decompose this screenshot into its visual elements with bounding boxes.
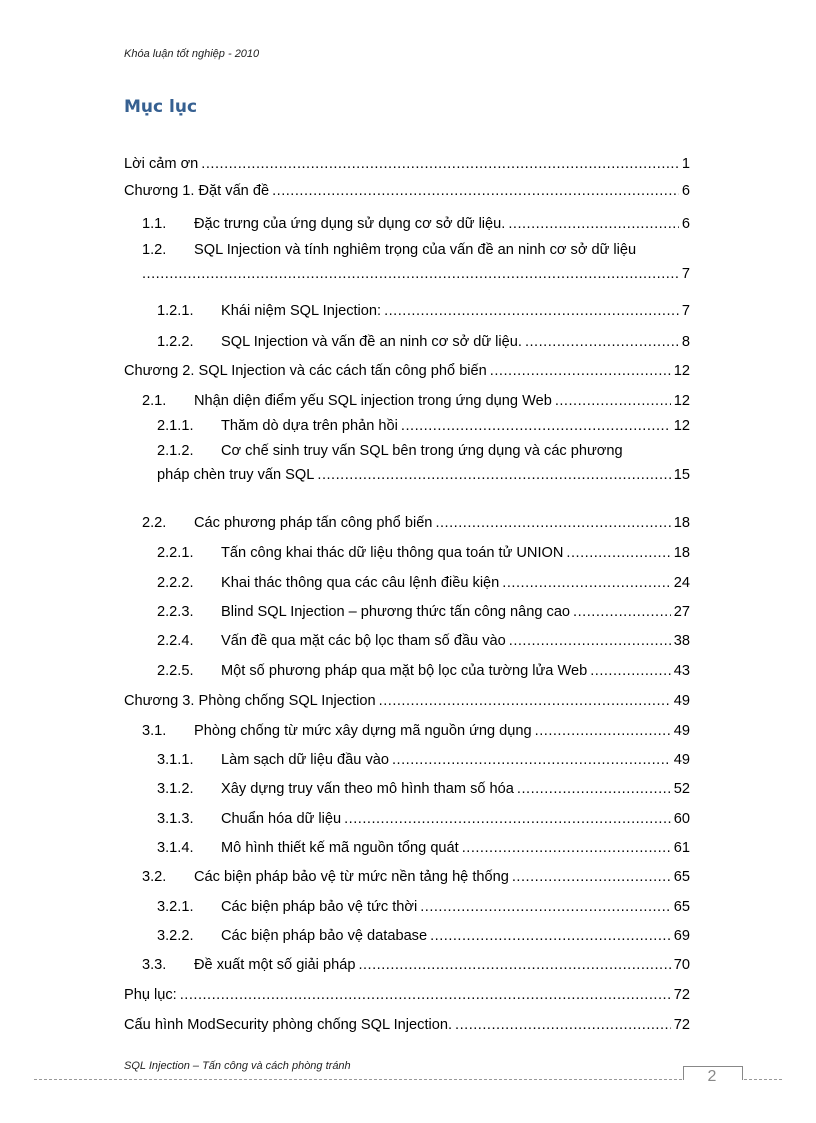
toc-entry-title: Một số phương pháp qua mặt bộ lọc của tường lửa Web xyxy=(221,663,588,679)
toc-entry[interactable] xyxy=(124,242,690,283)
toc-entry[interactable] xyxy=(124,575,690,592)
toc-entry-number: 3.1.4. xyxy=(157,840,194,856)
toc-leader-dots xyxy=(201,156,679,173)
toc-leader-dots xyxy=(401,418,671,435)
toc-entry-title: Các biện pháp bảo vệ từ mức nền tảng hệ thống xyxy=(194,869,509,885)
toc-entry-number: 2.1.2. xyxy=(157,443,194,459)
toc-leader-dots xyxy=(430,928,671,945)
toc-entry-page: 65 xyxy=(673,899,690,915)
toc-entry-page: 69 xyxy=(673,928,690,944)
toc-entry-title: Chuẩn hóa dữ liệu xyxy=(221,811,342,827)
toc-leader-dots xyxy=(573,604,671,621)
toc-entry-title: Tấn công khai thác dữ liệu thông qua toán tử UNION xyxy=(221,545,564,561)
toc-leader-dots xyxy=(509,633,671,650)
toc-entry-page: 12 xyxy=(673,393,690,409)
toc-leader-dots xyxy=(512,869,671,886)
toc-entry[interactable] xyxy=(124,752,690,769)
toc-entry[interactable] xyxy=(124,418,690,435)
toc-entry-title: SQL Injection và vấn đề an ninh cơ sở dữ liệu. xyxy=(221,334,522,350)
toc-entry-title: Chương 2. SQL Injection và các cách tấn công phổ biến xyxy=(124,363,487,379)
toc-entry-number: 1.2. xyxy=(142,242,167,258)
toc-entry[interactable] xyxy=(124,840,690,857)
toc-entry-title: Xây dựng truy vấn theo mô hình tham số hóa xyxy=(221,781,514,797)
toc-leader-dots xyxy=(517,781,671,798)
toc-entry-number: 1.2.1. xyxy=(157,303,194,319)
toc-leader-dots xyxy=(344,811,671,828)
toc-leader-dots xyxy=(384,303,679,320)
toc-entry[interactable] xyxy=(124,811,690,828)
toc-entry-title: Lời cảm ơn xyxy=(124,156,199,172)
toc-entry-page: 49 xyxy=(673,693,690,709)
toc-entry-page: 6 xyxy=(681,216,690,232)
toc-entry[interactable] xyxy=(124,156,690,173)
toc-leader-dots xyxy=(392,752,671,769)
toc-entry-page: 49 xyxy=(673,752,690,768)
toc-leader-dots xyxy=(590,663,671,680)
toc-entry-page: 70 xyxy=(673,957,690,973)
toc-entry[interactable] xyxy=(124,633,690,650)
toc-entry-title: Các phương pháp tấn công phổ biến xyxy=(194,515,433,531)
toc-entry-number: 3.2.1. xyxy=(157,899,194,915)
toc-entry[interactable] xyxy=(124,869,690,886)
toc-entry-number: 2.2.2. xyxy=(157,575,194,591)
toc-entry-page: 61 xyxy=(673,840,690,856)
toc-entry-number: 3.2.2. xyxy=(157,928,194,944)
toc-entry-number: 1.2.2. xyxy=(157,334,194,350)
toc-entry[interactable] xyxy=(124,604,690,621)
toc-entry[interactable] xyxy=(124,334,690,351)
footer-rule xyxy=(34,1079,782,1080)
toc-leader-dots xyxy=(566,545,670,562)
toc-leader-dots xyxy=(358,957,670,974)
running-footer: SQL Injection – Tấn công và cách phòng tránh xyxy=(124,1060,351,1072)
toc-entry-number: 3.2. xyxy=(142,869,167,885)
toc-entry-page: 65 xyxy=(673,869,690,885)
toc-entry[interactable] xyxy=(124,928,690,945)
toc-entry[interactable] xyxy=(124,723,690,740)
running-header: Khóa luận tốt nghiệp - 2010 xyxy=(124,48,260,60)
toc-entry-title: Vấn đề qua mặt các bộ lọc tham số đầu vào xyxy=(221,633,506,649)
toc-entry[interactable] xyxy=(124,363,690,380)
toc-leader-dots xyxy=(508,216,679,233)
toc-entry-number: 3.1.3. xyxy=(157,811,194,827)
toc-entry-page: 72 xyxy=(673,987,690,1003)
toc-entry[interactable] xyxy=(124,545,690,562)
toc-entry[interactable] xyxy=(124,957,690,974)
toc-entry-title: Các biện pháp bảo vệ tức thời xyxy=(221,899,418,915)
toc-entry-title: Đề xuất một số giải pháp xyxy=(194,957,356,973)
toc-leader-dots xyxy=(490,363,671,380)
toc-leader-dots xyxy=(317,467,670,484)
toc-entry[interactable] xyxy=(124,1017,690,1034)
toc-leader-dots xyxy=(462,840,671,857)
toc-leader-dots xyxy=(555,393,671,410)
toc-entry-title: Khái niệm SQL Injection: xyxy=(221,303,382,319)
toc-entry-number: 2.2. xyxy=(142,515,167,531)
toc-entry-page: 15 xyxy=(673,467,690,483)
toc-entry[interactable] xyxy=(124,693,690,710)
toc-entry-page: 38 xyxy=(673,633,690,649)
toc-leader-dots xyxy=(379,693,671,710)
toc-leader-dots xyxy=(180,987,671,1004)
toc-entry-number: 2.2.4. xyxy=(157,633,194,649)
toc-entry[interactable] xyxy=(124,443,690,484)
page-number: 2 xyxy=(707,1068,717,1085)
toc-entry-title: Phòng chống từ mức xây dựng mã nguồn ứng dụng xyxy=(194,723,532,739)
toc-entry-page: 18 xyxy=(673,515,690,531)
toc-entry-page: 49 xyxy=(673,723,690,739)
toc-entry-page: 52 xyxy=(673,781,690,797)
toc-entry[interactable] xyxy=(124,303,690,320)
toc-entry-title: Khai thác thông qua các câu lệnh điều kiện xyxy=(221,575,500,591)
toc-entry-title: Mô hình thiết kế mã nguồn tổng quát xyxy=(221,840,459,856)
toc-entry[interactable] xyxy=(124,781,690,798)
toc-entry-page: 43 xyxy=(673,663,690,679)
toc-entry-page: 18 xyxy=(673,545,690,561)
toc-entry[interactable] xyxy=(124,899,690,916)
toc-entry-title: Blind SQL Injection – phương thức tấn công nâng cao xyxy=(221,604,571,620)
toc-entry[interactable] xyxy=(124,183,690,200)
toc-entry-page: 7 xyxy=(681,303,690,319)
toc-entry-number: 2.2.1. xyxy=(157,545,194,561)
toc-entry-number: 3.1.1. xyxy=(157,752,194,768)
toc-entry-page: 1 xyxy=(681,156,690,172)
toc-leader-dots xyxy=(525,334,679,351)
toc-entry-number: 2.1. xyxy=(142,393,167,409)
table-of-contents xyxy=(124,156,690,1034)
toc-entry-page: 6 xyxy=(681,183,690,199)
toc-entry-title: Đặc trưng của ứng dụng sử dụng cơ sở dữ liệu. xyxy=(194,216,506,232)
toc-leader-dots xyxy=(142,266,679,283)
toc-entry-title: Nhận diện điểm yếu SQL injection trong ứng dụng Web xyxy=(194,393,552,409)
toc-entry-number: 3.1.2. xyxy=(157,781,194,797)
toc-entry-title: Phụ lục: xyxy=(124,987,177,1003)
toc-entry-title: Chương 1. Đặt vấn đề xyxy=(124,183,270,199)
toc-entry[interactable] xyxy=(124,393,690,410)
toc-entry-page: 24 xyxy=(673,575,690,591)
toc-entry-page: 72 xyxy=(673,1017,690,1033)
toc-entry-title: Các biện pháp bảo vệ database xyxy=(221,928,428,944)
toc-entry-page: 12 xyxy=(673,363,690,379)
toc-entry-page: 8 xyxy=(681,334,690,350)
toc-entry-number: 3.3. xyxy=(142,957,167,973)
toc-entry-page: 12 xyxy=(673,418,690,434)
toc-entry-title: Chương 3. Phòng chống SQL Injection xyxy=(124,693,376,709)
toc-entry-page: 7 xyxy=(681,266,690,282)
toc-title: Mục lục xyxy=(124,97,198,117)
toc-entry-title: SQL Injection và tính nghiêm trọng của vấn đề an ninh cơ sở dữ liệu xyxy=(194,242,637,258)
toc-entry-number: 2.2.5. xyxy=(157,663,194,679)
toc-entry-number: 1.1. xyxy=(142,216,167,232)
toc-entry-title: Thăm dò dựa trên phản hồi xyxy=(221,418,398,434)
toc-entry[interactable] xyxy=(124,663,690,680)
toc-entry-page: 60 xyxy=(673,811,690,827)
toc-entry-number: 3.1. xyxy=(142,723,167,739)
toc-entry-title: Cấu hình ModSecurity phòng chống SQL Injection. xyxy=(124,1017,453,1033)
toc-leader-dots xyxy=(535,723,671,740)
toc-entry-title: Cơ chế sinh truy vấn SQL bên trong ứng dụng và các phương xyxy=(221,443,623,459)
toc-leader-dots xyxy=(435,515,670,532)
toc-leader-dots xyxy=(455,1017,671,1034)
toc-entry-number: 2.2.3. xyxy=(157,604,194,620)
toc-entry-number: 2.1.1. xyxy=(157,418,194,434)
toc-entry[interactable] xyxy=(124,515,690,532)
toc-entry[interactable] xyxy=(124,216,690,233)
toc-entry-title: Làm sạch dữ liệu đầu vào xyxy=(221,752,389,768)
toc-entry-page: 27 xyxy=(673,604,690,620)
toc-entry-title-continued: pháp chèn truy vấn SQL xyxy=(157,467,315,483)
toc-leader-dots xyxy=(272,183,679,200)
toc-leader-dots xyxy=(502,575,670,592)
toc-entry[interactable] xyxy=(124,987,690,1004)
toc-leader-dots xyxy=(420,899,671,916)
